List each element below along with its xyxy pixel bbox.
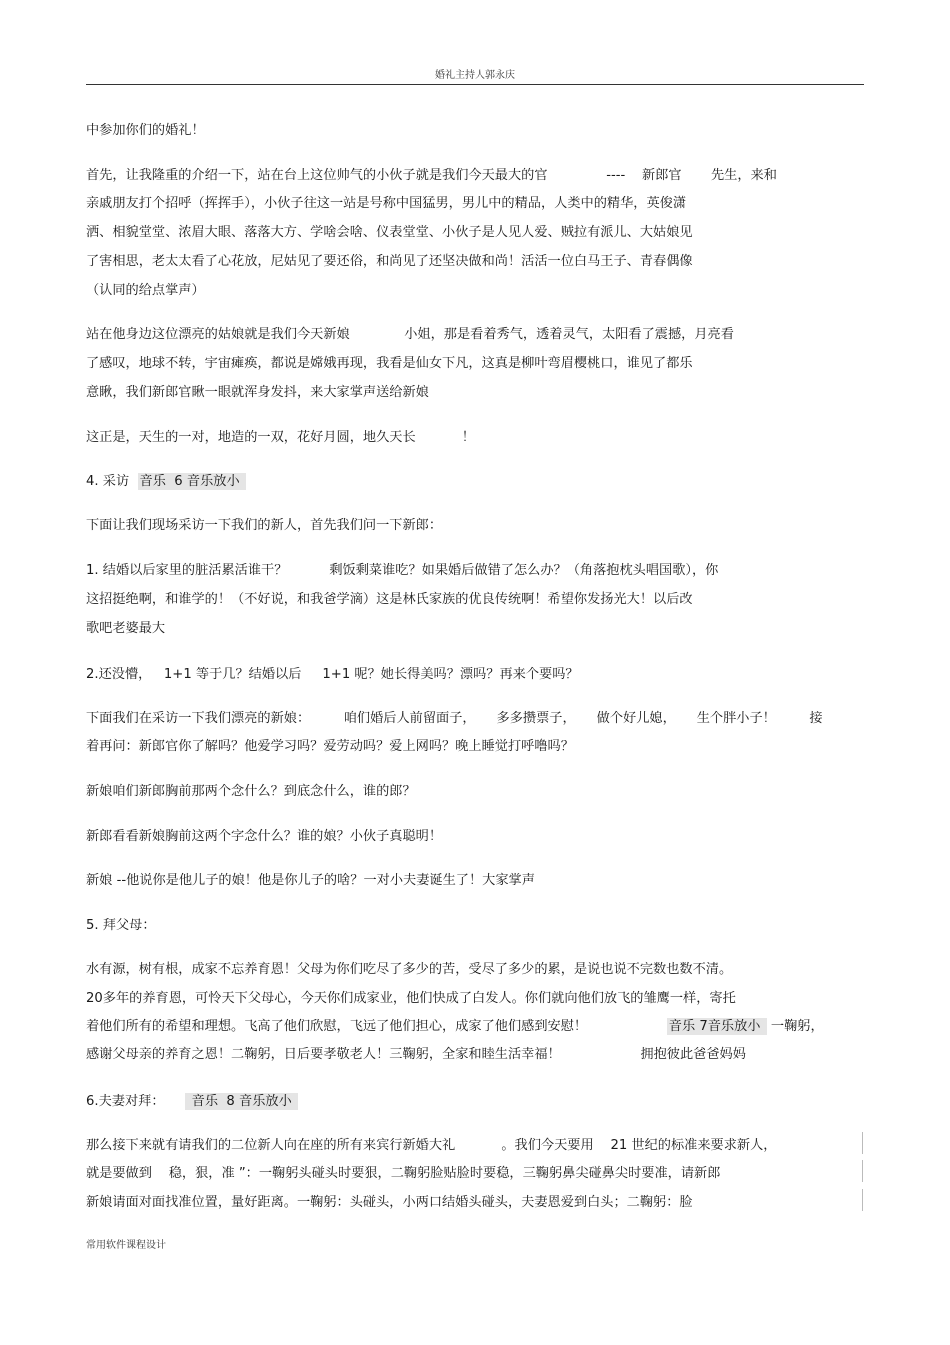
table-border (862, 1189, 863, 1211)
text-line (86, 1018, 824, 1036)
text-line (86, 1093, 298, 1111)
table-border (862, 1160, 863, 1182)
text-line: 下面我们在采访一下我们漂亮的新娘： 咱们婚后人前留面子， 多多攒票子， 做个好儿媳， 生个胖小子！ 接 (86, 711, 823, 726)
music-cue-highlight: 音乐 8 音乐放小 (187, 1094, 296, 1109)
line-text: 一鞠躬， (766, 1019, 824, 1034)
text-line: 首先，让我隆重的介绍一下，站在台上这位帅气的小伙子就是我们今天最大的官 ---- 新郎官 先生，来和 (86, 168, 777, 183)
text-line: 2.还没懵， 1+1 等于几？结婚以后 1+1 呢？她长得美吗？漂吗？再来个要吗？ (86, 667, 579, 682)
text-line: 那么接下来就有请我们的二位新人向在座的所有来宾行新婚大礼 。我们今天要用 21 世纪的标准来要求新人， (86, 1138, 777, 1153)
text-line: 意瞅，我们新郎官瞅一眼就浑身发抖，来大家掌声送给新娘 (86, 385, 429, 400)
text-line: 站在他身边这位漂亮的姑娘就是我们今天新娘 小姐，那是看着秀气，透着灵气，太阳看了震撼，月亮看 (86, 327, 734, 342)
text-line: 水有源，树有根，成家不忘养育恩！父母为你们吃尽了多少的苦，受尽了多少的累，是说也说不完数也数不清。 (86, 962, 733, 977)
text-line: 中参加你们的婚礼！ (86, 123, 205, 138)
page-footer: 常用软件课程设计 (86, 1240, 166, 1251)
text-line: 新娘请面对面找准位置，量好距离。一鞠躬：头碰头，小两口结婚头碰头，夫妻恩爱到白头；二鞠躬：脸 (86, 1195, 693, 1210)
text-line: 20多年的养育恩，可怜天下父母心，今天你们成家业，他们快成了白发人。你们就向他们放飞的雏鹰一样，寄托 (86, 991, 736, 1006)
text-line: 亲戚朋友打个招呼（挥挥手），小伙子往这一站是号称中国猛男，男儿中的精品，人类中的精华，英俊潇 (86, 196, 687, 211)
text-line: 就是要做到 稳，狠，准 ”：一鞠躬头碰头时要狠，二鞠躬脸贴脸时要稳，三鞠躬鼻尖碰鼻尖时要准，请新郎 (86, 1166, 721, 1181)
page-header: 婚礼主持人郭永庆 (435, 70, 515, 81)
music-cue-highlight: 音乐 7音乐放小 (668, 1019, 765, 1034)
text-line: （认同的给点掌声） (86, 283, 205, 298)
line-text: 6.夫妻对拜： (86, 1094, 186, 1109)
table-border (862, 1132, 863, 1154)
text-line: 新娘 --他说你是他儿子的娘！他是你儿子的啥？一对小夫妻诞生了！大家掌声 (86, 873, 535, 888)
text-line: 着再问：新郎官你了解吗？他爱学习吗？爱劳动吗？爱上网吗？晚上睡觉打呼噜吗？ (86, 739, 574, 754)
text-line: 这正是，天生的一对，地造的一双，花好月圆，地久天长 ！ (86, 430, 475, 445)
text-line: 歌吧老婆最大 (86, 621, 166, 636)
text-line: 了害相思，老太太看了心花放，尼姑见了要还俗，和尚见了还坚决做和尚！活活一位白马王子、青春偶像 (86, 254, 693, 269)
music-cue-highlight: 音乐 6 音乐放小 (139, 474, 244, 489)
text-line: 洒、相貌堂堂、浓眉大眼、落落大方、学啥会啥、仪表堂堂、小伙子是人见人爱、贼拉有派儿、大姑娘见 (86, 225, 693, 240)
text-line: 这招挺绝啊，和谁学的！（不好说，和我爸学滴）这是林氏家族的优良传统啊！希望你发扬光大！以后改 (86, 592, 693, 607)
line-text: 4. 采访 (86, 474, 138, 489)
text-line: 新郎看看新娘胸前这两个字念什么？谁的娘？小伙子真聪明！ (86, 829, 443, 844)
text-line: 了感叹，地球不转，宇宙瘫痪，都说是嫦娥再现，我看是仙女下凡，这真是柳叶弯眉樱桃口，谁见了都乐 (86, 356, 693, 371)
text-line (86, 473, 246, 491)
text-line: 下面让我们现场采访一下我们的新人，首先我们问一下新郎： (86, 518, 443, 533)
header-rule (86, 84, 864, 85)
line-text: 着他们所有的希望和理想。飞高了他们欣慰，飞远了他们担心，成家了他们感到安慰！ (86, 1019, 667, 1034)
text-line: 感谢父母亲的养育之恩！二鞠躬，日后要孝敬老人！三鞠躬，全家和睦生活幸福！ 拥抱彼此爸爸妈妈 (86, 1047, 746, 1062)
text-line: 5. 拜父母： (86, 918, 156, 933)
text-line: 新娘咱们新郎胸前那两个念什么？到底念什么，谁的郎？ (86, 784, 416, 799)
text-line: 1. 结婚以后家里的脏活累活谁干？ 剩饭剩菜谁吃？如果婚后做错了怎么办？（角落抱枕头唱国歌），你 (86, 563, 719, 578)
